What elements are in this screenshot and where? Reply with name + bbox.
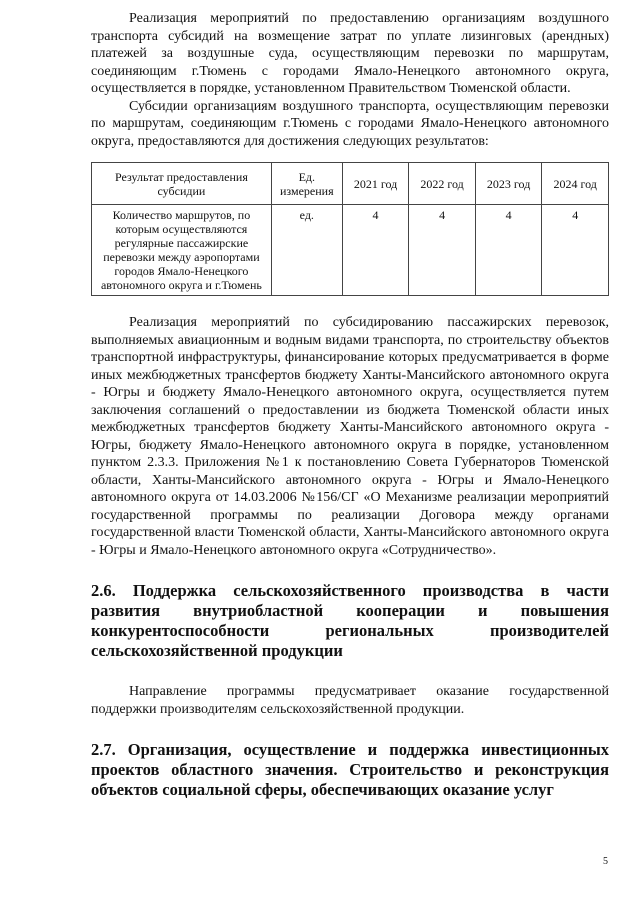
- paragraph-agri-support: Направление программы предусматривает оказание государственной поддержки производителям сельскохозяйственной продукции.: [91, 684, 609, 717]
- table-row: [92, 205, 609, 296]
- paragraph-leasing-subsidies: Реализация мероприятий по предоставлению организациям воздушного транспорта субсидий на возмещение затрат по уплате лизинговых (арендных) платежей за воздушные суда, осуществляющим перевозки по маршрутам, соединяющим г.Тюмень с городами Ямало-Ненецкого автономного округа, осуществляется в порядке, установленном Правительством Тюменской области.: [91, 11, 609, 96]
- results-table: [91, 162, 609, 296]
- paragraph-subsidy-results: Субсидии организациям воздушного транспорта, осуществляющим перевозки по маршрутам, соединяющим г.Тюмень с городами Ямало-Ненецкого автономного округа, предоставляются для достижения следующих результатов:: [91, 98, 609, 149]
- cell-result: Количество маршрутов, по которым осуществляются регулярные пассажирские перевозки между аэропортами городов Ямало-Ненецкого автономного округа и г.Тюмень: [92, 205, 272, 296]
- header-2023: 2023 год: [475, 163, 542, 205]
- page-number: 5: [603, 856, 608, 867]
- section-heading-2-6: 2.6. Поддержка сельскохозяйственного производства в части развития внутриобластной кооперации и повышения конкурентоспособности региональных производителей сельскохозяйственной продукции: [91, 581, 609, 660]
- table-header-row: [92, 163, 609, 205]
- header-result: Результат предоставления субсидии: [92, 163, 272, 205]
- spacer: [91, 661, 609, 683]
- cell-2024: 4: [542, 205, 609, 296]
- header-2021: 2021 год: [342, 163, 409, 205]
- spacer: [91, 296, 609, 314]
- section-heading-2-7: 2.7. Организация, осуществление и поддержка инвестиционных проектов областного значения. Строительство и реконструкция объектов социальной сферы, обеспечивающих оказание услуг: [91, 740, 609, 799]
- cell-2022: 4: [409, 205, 476, 296]
- paragraph-transport-transfers: Реализация мероприятий по субсидированию пассажирских перевозок, выполняемых авиационным и водным видами транспорта, по строительству объектов транспортной инфраструктуры, финансирование которых предусматривается в форме иных межбюджетных трансфертов бюджету Ханты-Мансийского автономного округа - Югры и бюджету Ямало-Ненецкого автономного округа, осуществляется путем заключения соглашений о предоставлении из бюджета Тюменской области иных межбюджетных трансфертов бюджету Ханты-Мансийского автономного округа - Югры, бюджету Ямало-Ненецкого автономного округа в порядке, установленном пунктом 2.3.3. Приложения №1 к постановлению Совета Губернаторов Тюменской области, Ханты-Мансийского автономного округа - Югры и Ямало-Ненецкого автономного округа от 14.03.2006 №156/СГ «О Механизме реализации мероприятий государственной программы по реализации Договора между органами государственной власти Тюменской области, Ханты-Мансийского автономного округа - Югры и Ямало-Ненецкого автономного округа «Сотрудничество».: [91, 315, 609, 558]
- cell-2023: 4: [475, 205, 542, 296]
- header-2024: 2024 год: [542, 163, 609, 205]
- spacer: [91, 718, 609, 740]
- cell-unit: ед.: [271, 205, 342, 296]
- spacer: [91, 559, 609, 581]
- cell-2021: 4: [342, 205, 409, 296]
- page-content: [91, 10, 609, 800]
- header-2022: 2022 год: [409, 163, 476, 205]
- header-unit: Ед. измерения: [271, 163, 342, 205]
